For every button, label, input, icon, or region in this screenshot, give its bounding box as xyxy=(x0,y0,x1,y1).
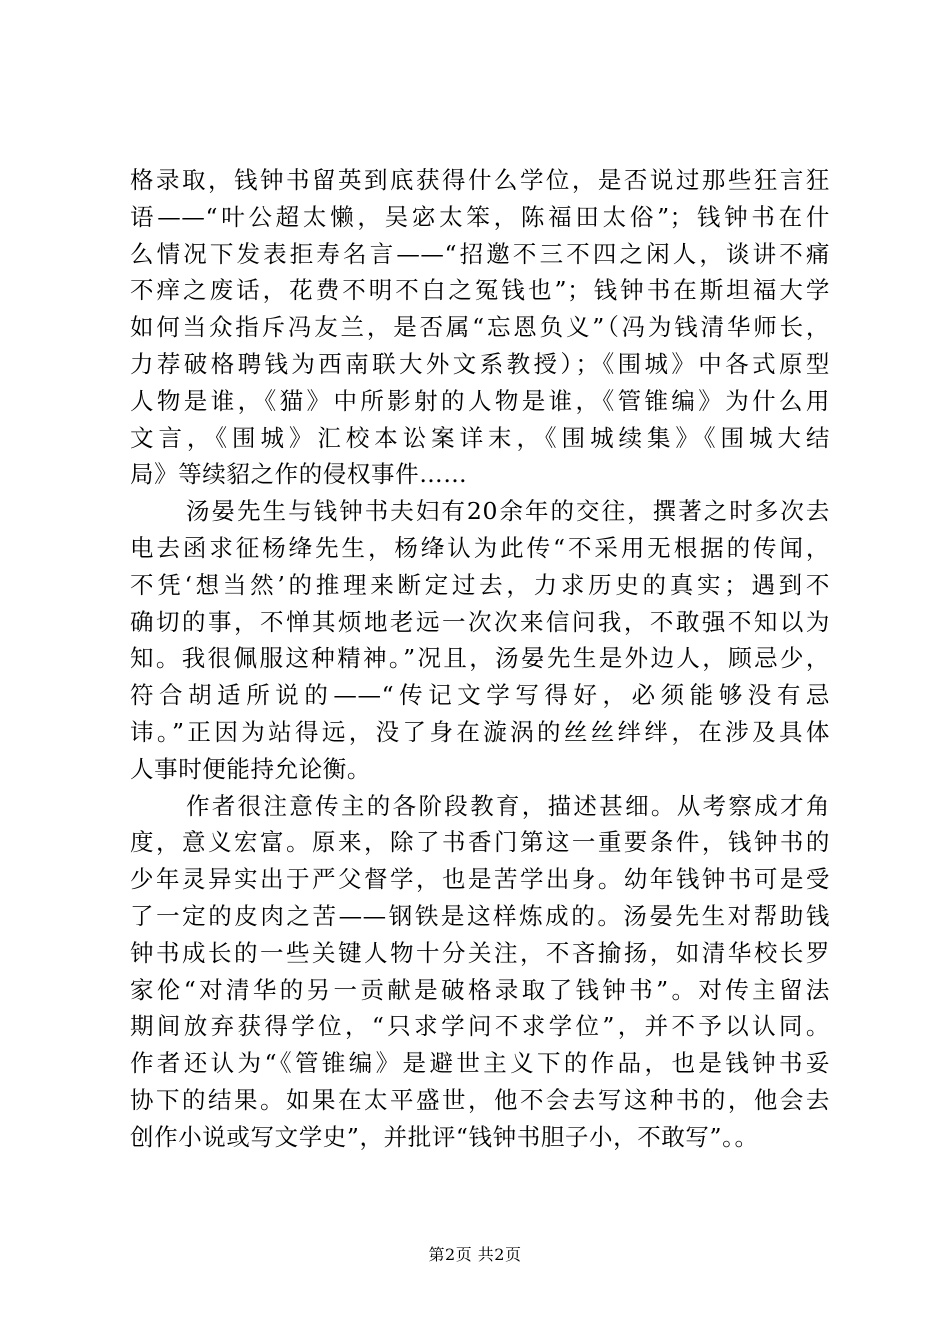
text-line: 少年灵异实出于严父督学，也是苦学出身。幼年钱钟书可是受 xyxy=(130,865,830,894)
text-line: 了一定的皮肉之苦——钢铁是这样炼成的。汤晏先生对帮助钱 xyxy=(130,901,830,930)
text-line: 协下的结果。如果在太平盛世，他不会去写这种书的，他会去 xyxy=(130,1085,830,1114)
text-line: 文言，《围城》汇校本讼案详末，《围城续集》《围城大结 xyxy=(130,423,830,452)
text-line: 作者很注意传主的各阶段教育，描述甚细。从考察成才角 xyxy=(186,791,830,820)
text-line: 确切的事，不惮其烦地老远一次次来信问我，不敢强不知以为 xyxy=(130,607,830,636)
text-line: 人物是谁，《猫》中所影射的人物是谁，《管锥编》为什么用 xyxy=(130,386,830,415)
page-number-footer: 第2页 共2页 xyxy=(428,1245,522,1264)
paragraph-3 xyxy=(130,788,830,1156)
text-line: 汤晏先生与钱钟书夫妇有20余年的交往，撰著之时多次去 xyxy=(186,497,830,526)
text-line: 电去函求征杨绛先生，杨绛认为此传“不采用无根据的传闻， xyxy=(130,533,830,562)
paragraph-1 xyxy=(130,162,830,493)
text-line: 知。我很佩服这种精神。”况且，汤晏先生是外边人，顾忌少， xyxy=(130,644,830,673)
paragraph-2 xyxy=(130,493,830,787)
text-line: 如何当众指斥冯友兰，是否属“忘恩负义”（冯为钱清华师长， xyxy=(130,313,830,342)
text-line: 不凭‘想当然’的推理来断定过去，力求历史的真实；遇到不 xyxy=(130,570,830,599)
text-line: 度，意义宏富。原来，除了书香门第这一重要条件，钱钟书的 xyxy=(130,828,830,857)
text-line: 格录取，钱钟书留英到底获得什么学位，是否说过那些狂言狂 xyxy=(130,166,830,194)
text-line: 么情况下发表拒寿名言——“招邀不三不四之闲人，谈讲不痛 xyxy=(130,239,830,268)
text-line: 局》等续貂之作的侵权事件…… xyxy=(130,460,468,489)
text-line: 语——“叶公超太懒，吴宓太笨，陈福田太俗”；钱钟书在什 xyxy=(130,202,830,231)
text-line: 期间放弃获得学位，“只求学问不求学位”，并不予以认同。 xyxy=(130,1012,830,1041)
text-line: 不痒之废话，花费不明不白之冤钱也”；钱钟书在斯坦福大学 xyxy=(130,276,830,305)
text-line: 作者还认为“《管锥编》是避世主义下的作品，也是钱钟书妥 xyxy=(130,1049,830,1078)
text-line: 力荐破格聘钱为西南联大外文系教授）；《围城》中各式原型 xyxy=(130,349,830,378)
text-line: 讳。”正因为站得远，没了身在漩涡的丝丝绊绊，在涉及具体 xyxy=(130,717,830,746)
text-line: 人事时便能持允论衡。 xyxy=(130,754,371,783)
body-text xyxy=(130,162,830,1156)
text-line: 符合胡适所说的——“传记文学写得好，必须能够没有忌 xyxy=(130,681,830,710)
text-line: 家伦“对清华的另一贡献是破格录取了钱钟书”。对传主留法 xyxy=(130,975,830,1004)
text-line: 钟书成长的一些关键人物十分关注，不吝揄扬，如清华校长罗 xyxy=(130,938,830,967)
text-line: 创作小说或写文学史”，并批评“钱钟书胆子小，不敢写”。。 xyxy=(130,1122,759,1151)
